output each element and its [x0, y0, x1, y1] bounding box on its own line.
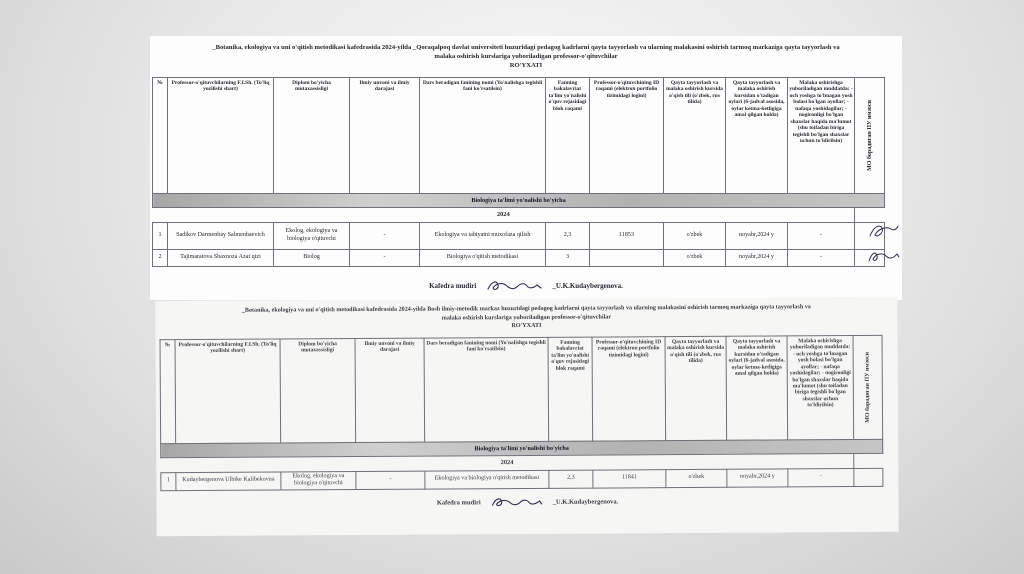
- doc1-footer-label: Kafedra mudiri: [429, 281, 477, 290]
- col-header-months: Qayta tayyorlash va malaka oshirish kursidan o'tadigan oylari (6-jadval asosida, oylar ketma-ketligiga amal qilgan holda): [726, 77, 788, 193]
- doc2-section-band-label: Biologiya ta'limi yo'nalishi bo'yicha: [161, 439, 883, 457]
- col-header-subject: Dars beradigan fanining nomi (Yo'nalishga tegishli fani ko'rsatilsin): [424, 337, 549, 442]
- col-header-block: Fanning bakalavriat ta'lim yo'nalishi o'quv rejasidagi blok raqami: [548, 337, 593, 441]
- doc1-title-line1: _Botanika, ekologiya va uni o'qitish metodikasi kafedrasida 2024-yilda _Qoraqalpoq davlat universiteti huzuridagi pedagog kadrlarni qayta tayyorlash va ularning malakasini oshirish tarmoq markaziga qayta tayyorlash va: [212, 44, 840, 51]
- col-header-language: Qayta tayyorlash va malaka oshirish kursida o'qish tili (o'zbek, rus tilida): [665, 336, 727, 440]
- row-cell-subject: Ekologiya va tabiyatni muxofaza qilish: [420, 222, 546, 249]
- col-header-diploma: Diplom bo'yicha mutaxassisligi: [274, 77, 350, 193]
- doc2-title-line3: RO'YXATI: [511, 322, 542, 330]
- col-header-number: №: [153, 77, 168, 193]
- doc1-header-row: [153, 77, 885, 193]
- row-cell-number: 1: [161, 472, 176, 490]
- row-cell-number: 1: [153, 222, 168, 249]
- row-cell-exemptions: -: [788, 222, 855, 249]
- doc1-section-band-label: Biologiya ta'limi yo'nalishi bo'yicha: [153, 193, 885, 207]
- doc2-year-empty-cell: [854, 453, 883, 468]
- row-cell-degree: -: [350, 222, 420, 249]
- row-cell-number: 2: [153, 249, 168, 266]
- handwritten-signature-icon: [866, 247, 900, 267]
- row-cell-fio: Sadikov Darmenbay Salmenbaevich: [168, 222, 274, 249]
- doc1-title-line2: malaka oshirish kurslariga yuboriladigan professor-o'qituvchilar: [434, 53, 618, 61]
- row-cell-diploma: Ekolog, ekologiya va biologiya o'qituvchi: [281, 471, 356, 490]
- col-header-id: Professor-o'qituvchining ID raqami (elektron portfolio tizimidagi logini): [590, 77, 664, 193]
- doc2-title-line1: _Botanika, ekologiya va uni o'qitish metodikasi kafedrasida 2024-yilda Bosh ilmiy-metodik markaz huzuridagi pedagog kadrlarni qayta tayyorlash va ularning malakasini oshirish tarmoq markaziga qayta tayyorlash va: [241, 304, 811, 314]
- document-scan-2: [155, 297, 898, 537]
- col-header-fio: Professor-o'qituvchilarning F.I.Sh. (To'liq yozilishi shart): [175, 339, 281, 444]
- row-cell-block: 2,3: [546, 222, 590, 249]
- doc1-title-line3: RO'YXATI: [509, 62, 543, 70]
- doc1-title: [150, 36, 902, 71]
- col-header-number: №: [160, 339, 176, 443]
- row-cell-block: 2,3: [549, 470, 593, 488]
- col-header-signature: [853, 335, 883, 439]
- document-scan-1: [150, 36, 902, 300]
- row-cell-diploma: Ekolog, ekologiya va biologiya o'qituvchi: [274, 222, 350, 249]
- row-cell-language: o'zbek: [664, 222, 726, 249]
- vertical-header-text: МО борадиган ПУ имзоси: [864, 351, 872, 423]
- doc1-year-row: [153, 207, 885, 222]
- doc2-roster-table: [160, 334, 884, 491]
- row-cell-degree: -: [350, 249, 420, 266]
- row-cell-signature: [855, 249, 885, 266]
- doc2-year-label: 2024: [161, 453, 854, 472]
- doc2-title-line2: malaka oshirish kurslariga yuboriladigan professor-o'qituvchilar: [441, 314, 612, 322]
- table-row: [153, 222, 885, 249]
- row-cell-block: 3: [546, 249, 590, 266]
- doc2-footer-label: Kafedra mudiri: [436, 499, 481, 507]
- row-cell-fio: Tajimaratova Shaxnoza Azat qizi: [168, 249, 274, 266]
- handwritten-signature-icon: [485, 278, 543, 294]
- doc1-footer: [150, 278, 902, 294]
- row-cell-subject: Ekologiya va biologiya o'qitish metodikasi: [425, 470, 549, 489]
- row-cell-months: noyabr,2024 y: [726, 222, 788, 249]
- col-header-language: Qayta tayyorlash va malaka oshirish kursida o'qish tili (o'zbek, rus tilida): [664, 77, 726, 193]
- handwritten-signature-icon: [490, 495, 544, 510]
- row-cell-language: o'zbek: [664, 249, 726, 266]
- col-header-subject: Dars beradigan fanining nomi (Yo'nalishga tegishli fani ko'rsatilsin): [420, 77, 546, 193]
- row-cell-degree: -: [356, 471, 425, 490]
- col-header-fio: Professor-o'qituvchilarning F.I.Sh. (To'liq yozilishi shart): [168, 77, 274, 193]
- row-cell-signature: [854, 468, 883, 486]
- row-cell-exemptions: -: [788, 468, 854, 487]
- vertical-header-text: МО борадиган ПУ имзоси: [866, 99, 873, 171]
- col-header-id: Professor-o'qituvchining ID raqami (elektron portfolio tizimidagi logini): [592, 336, 666, 440]
- row-cell-months: noyabr,2024 y: [727, 469, 788, 488]
- col-header-exemptions: Malaka oshirishga yuboriladigan muddatda: - uch yoshga to'lmagan yosh bolasi bo'lgan ayollar; - nafaqa yoshidagilar; - nogironligi bo'lgan shaxslar haqida ma'lumot (shu toifadan biriga tegishli bo'lgan shaxslar uchun to'ldirilsin): [787, 335, 854, 439]
- table-row: [161, 468, 883, 491]
- handwritten-signature-icon: [866, 220, 900, 242]
- doc2-header-row: [160, 335, 883, 443]
- col-header-exemptions: Malaka oshirishga yuboriladigan muddatda: - uch yoshga to'lmagan yosh bolasi bo'lgan ayollar; - nafaqa yoshidagilar; - nogironligi bo'lgan shaxslar haqida ma'lumot (shu toifadan biriga tegishli bo'lgan shaxslar uchun to'ldirilsin): [788, 77, 855, 193]
- doc1-roster-table: [152, 77, 885, 267]
- doc1-year-label: 2024: [153, 207, 855, 222]
- row-cell-id: 11841: [593, 469, 666, 488]
- row-cell-exemptions: -: [788, 249, 855, 266]
- doc2-footer: [156, 493, 898, 513]
- row-cell-months: noyabr,2024 y: [726, 249, 788, 266]
- col-header-block: Fanning bakalavriat ta'lim yo'nalishi o'quv rejasidagi blok raqami: [546, 77, 590, 193]
- doc2-title: [155, 297, 897, 333]
- col-header-degree: Ilmiy unvoni va ilmiy darajasi: [350, 77, 420, 193]
- col-header-signature: [855, 77, 885, 193]
- table-row: [153, 249, 885, 266]
- doc1-section-band: [153, 193, 885, 207]
- doc1-footer-name: _U.K.Kudaybergenova.: [552, 281, 623, 290]
- row-cell-subject: Biologiya o'qitish metodikasi: [420, 249, 546, 266]
- col-header-months: Qayta tayyorlash va malaka oshirish kursidan o'tadigan oylari (6-jadval asosida, oylar ketma-ketligiga amal qilgan holda): [726, 336, 788, 440]
- doc2-footer-name: _U.K.Kudaybergenova.: [552, 498, 619, 506]
- row-cell-diploma: Biolog: [274, 249, 350, 266]
- row-cell-language: o'zbek: [666, 469, 727, 488]
- row-cell-id: [590, 249, 664, 266]
- row-cell-id: 11853: [590, 222, 664, 249]
- row-cell-signature: [855, 222, 885, 249]
- row-cell-fio: Kudaybergenova Ulbike Kalibekovna: [176, 472, 281, 491]
- col-header-diploma: Diplom bo'yicha mutaxassisligi: [280, 338, 356, 442]
- col-header-degree: Ilmiy unvoni va ilmiy darajasi: [355, 338, 425, 442]
